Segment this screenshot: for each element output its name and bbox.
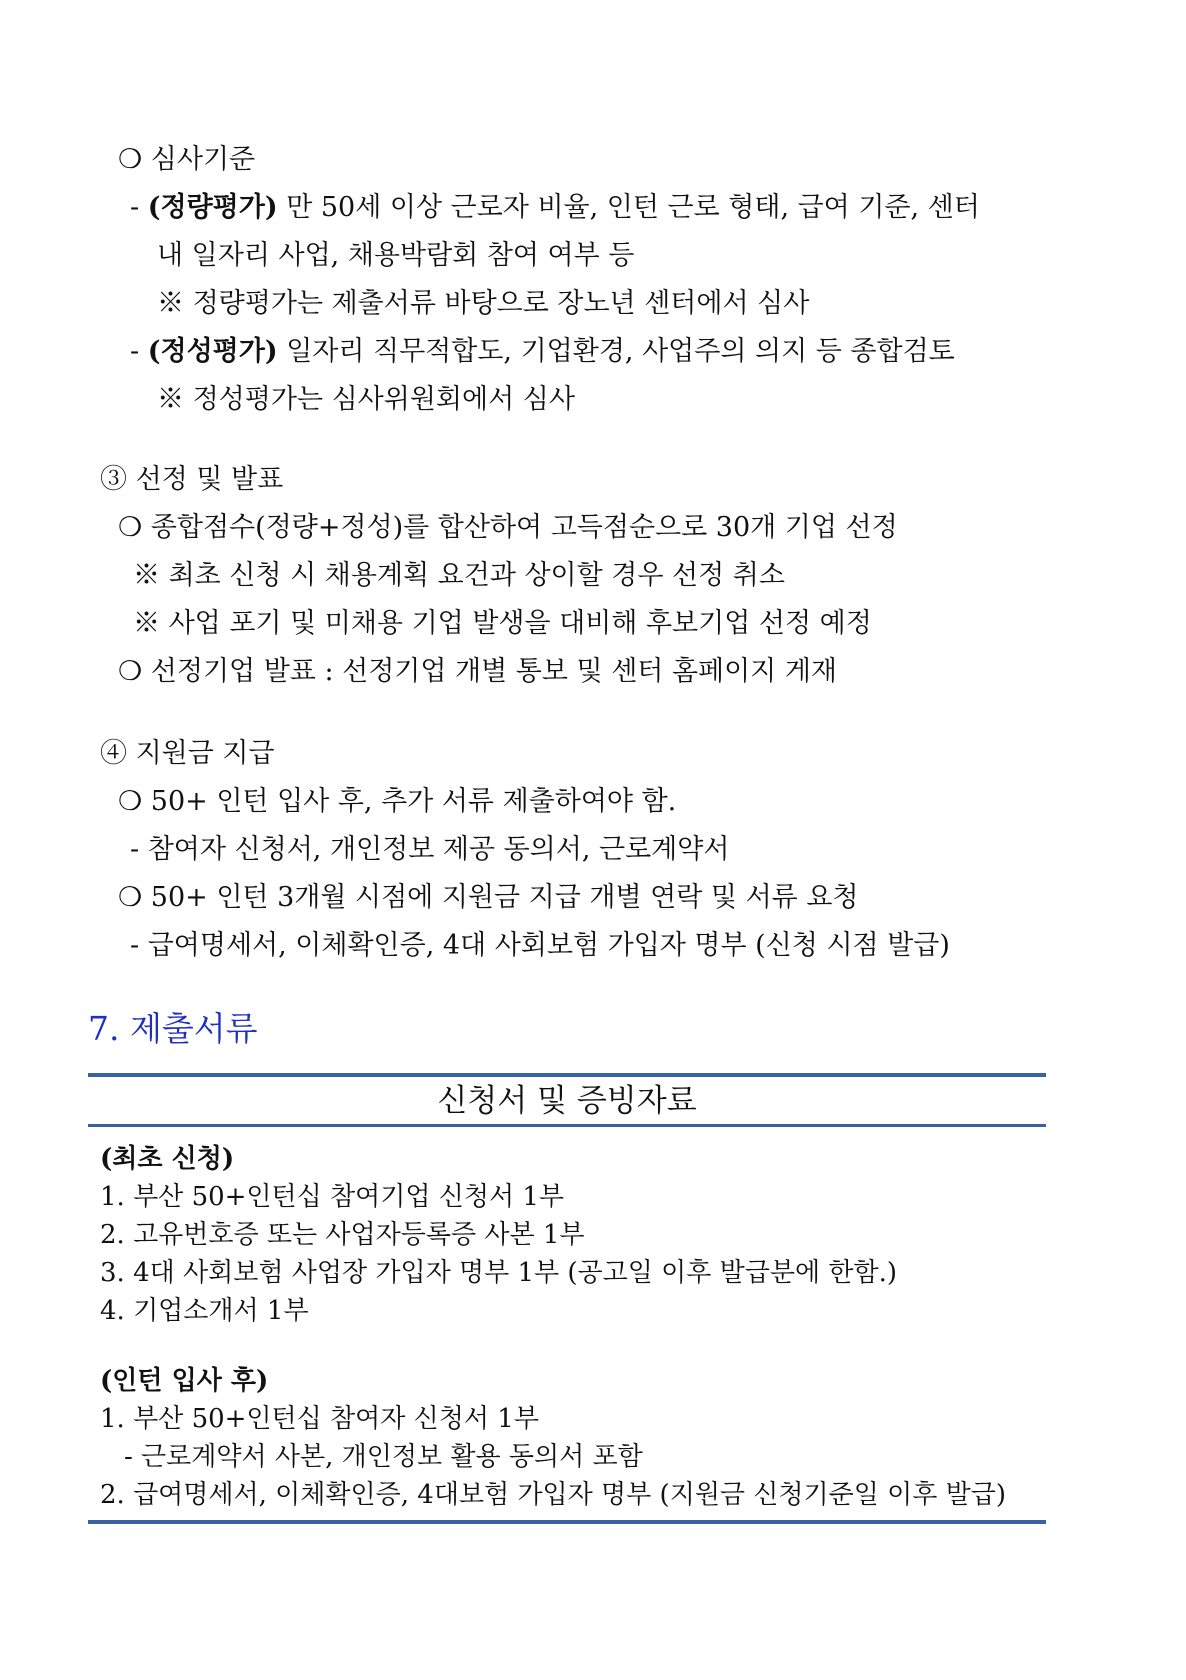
initial-item-2: 2. 고유번호증 또는 사업자등록증 사본 1부 [100, 1220, 585, 1250]
selection-note-1: ※ 최초 신청 시 채용계획 요건과 상이할 경우 선정 취소 [133, 560, 785, 591]
payment-sub-1: - 참여자 신청서, 개인정보 제공 동의서, 근로계약서 [130, 834, 730, 865]
selection-note-2: ※ 사업 포기 및 미채용 기업 발생을 대비해 후보기업 선정 예정 [133, 608, 872, 639]
table-title: 신청서 및 증빙자료 [437, 1083, 697, 1119]
selection-item-1: ❍ 종합점수(정량+정성)를 합산하여 고득점순으로 30개 기업 선정 [118, 512, 898, 543]
selection-item-2: ❍ 선정기업 발표 : 선정기업 개별 통보 및 센터 홈페이지 게재 [118, 656, 838, 687]
qualitative-eval-label: (정성평가) [147, 336, 278, 367]
payment-heading: ④ 지원금 지급 [100, 738, 275, 769]
dash: - [130, 192, 148, 223]
after-hire-item-2: 2. 급여명세서, 이체확인증, 4대보험 가입자 명부 (지원금 신청기준일 이후 발급) [100, 1480, 1007, 1510]
after-hire-item-1: 1. 부산 50+인턴십 참여자 신청서 1부 [100, 1404, 539, 1434]
initial-item-1: 1. 부산 50+인턴십 참여기업 신청서 1부 [100, 1182, 565, 1212]
quantitative-eval-label: (정량평가) [147, 192, 278, 223]
qualitative-eval-note: ※ 정성평가는 심사위원회에서 심사 [157, 384, 575, 415]
quantitative-eval-note: ※ 정량평가는 제출서류 바탕으로 장노년 센터에서 심사 [157, 288, 810, 319]
qualitative-eval-line [130, 335, 955, 369]
review-criteria-heading: ❍ 심사기준 [118, 144, 256, 175]
qualitative-eval-text: 일자리 직무적합도, 기업환경, 사업주의 의지 등 종합검토 [277, 336, 955, 367]
initial-item-4: 4. 기업소개서 1부 [100, 1296, 309, 1326]
section-7-title: 7. 제출서류 [88, 1009, 258, 1048]
payment-item-1: ❍ 50+ 인턴 입사 후, 추가 서류 제출하여야 함. [118, 786, 677, 817]
quantitative-eval-continued: 내 일자리 사업, 채용박람회 참여 여부 등 [157, 240, 635, 271]
selection-heading: ③ 선정 및 발표 [100, 464, 284, 495]
initial-application-heading: (최초 신청) [100, 1144, 235, 1174]
payment-sub-2: - 급여명세서, 이체확인증, 4대 사회보험 가입자 명부 (신청 시점 발급) [130, 930, 950, 961]
quantitative-eval-line [130, 191, 980, 225]
payment-item-2: ❍ 50+ 인턴 3개월 시점에 지원금 지급 개별 연락 및 서류 요청 [118, 882, 859, 913]
table-top-rule [88, 1073, 1046, 1077]
after-hire-sub-1: - 근로계약서 사본, 개인정보 활용 동의서 포함 [124, 1442, 643, 1472]
quantitative-eval-text: 만 50세 이상 근로자 비율, 인턴 근로 형태, 급여 기준, 센터 [277, 192, 980, 223]
after-hire-heading: (인턴 입사 후) [100, 1366, 269, 1396]
table-header-rule [88, 1124, 1046, 1127]
initial-item-3: 3. 4대 사회보험 사업장 가입자 명부 1부 (공고일 이후 발급분에 한함.) [100, 1258, 897, 1288]
dash: - [130, 336, 148, 367]
table-bottom-rule [88, 1520, 1046, 1524]
